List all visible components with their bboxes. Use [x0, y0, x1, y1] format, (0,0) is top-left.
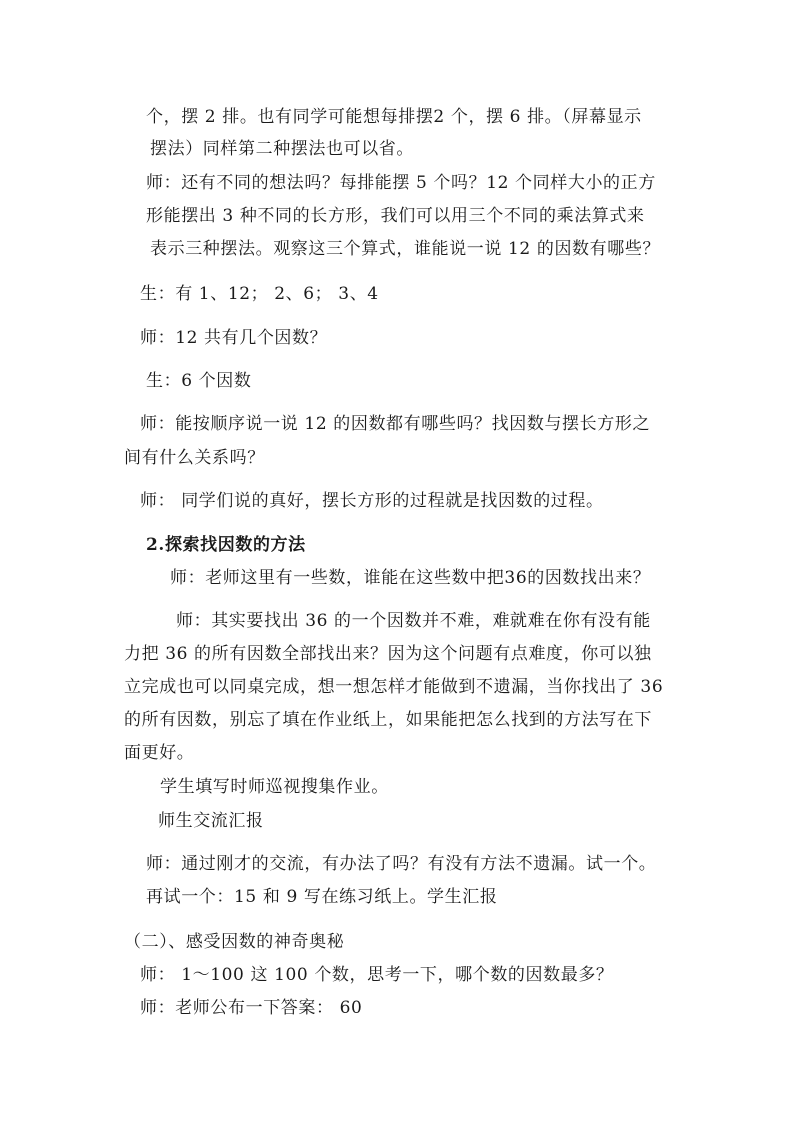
text-line: 力把 36 的所有因数全部找出来？因为这个问题有点难度，你可以独 [124, 644, 652, 664]
section-heading: （二）、感受因数的神奇奥秘 [124, 932, 345, 952]
text-line: 师生交流汇报 [158, 811, 264, 831]
text-line: 师： 1～100 这 100 个数，思考一下，哪个数的因数最多？ [140, 965, 614, 985]
section-heading: 2.探索找因数的方法 [146, 535, 306, 555]
text-line: 摆法）同样第二种摆法也可以省。 [150, 139, 414, 159]
text-line: 师：老师这里有一些数，谁能在这些数中把36的因数找出来？ [170, 568, 651, 588]
text-line: 师： 同学们说的真好，摆长方形的过程就是找因数的过程。 [140, 491, 604, 511]
text-line: 面更好。 [124, 743, 195, 763]
text-line: 师：12 共有几个因数？ [140, 328, 328, 348]
text-line: 再试一个：15 和 9 写在练习纸上。学生汇报 [146, 887, 498, 907]
text-line: 师：通过刚才的交流，有办法了吗？有没有方法不遗漏。试一个。 [146, 854, 657, 874]
text-line: 师：其实要找出 36 的一个因数并不难，难就难在你有没有能 [176, 611, 651, 631]
text-line: 生：6 个因数 [146, 371, 252, 391]
text-line: 师：能按顺序说一说 12 的因数都有哪些吗？找因数与摆长方形之 [140, 414, 651, 434]
text-line: 的所有因数，别忘了填在作业纸上，如果能把怎么找到的方法写在下 [124, 710, 652, 730]
text-line: 个，摆 2 排。也有同学可能想每排摆2 个，摆 6 排。（屏幕显示 [146, 107, 642, 127]
text-line: 形能摆出 3 种不同的长方形，我们可以用三个不同的乘法算式来 [146, 206, 645, 226]
text-line: 立完成也可以同桌完成，想一想怎样才能做到不遗漏，当你找出了 36 [124, 677, 664, 697]
text-line: 生：有 1、12； 2、6； 3、4 [140, 284, 379, 304]
text-line: 表示三种摆法。观察这三个算式，谁能说一说 12 的因数有哪些？ [150, 239, 661, 259]
text-line: 学生填写时师巡视搜集作业。 [160, 777, 389, 797]
text-line: 间有什么关系吗？ [124, 448, 265, 468]
text-line: 师：老师公布一下答案： 60 [140, 998, 363, 1018]
text-line: 师：还有不同的想法吗？每排能摆 5 个吗？12 个同样大小的正方 [146, 173, 656, 193]
